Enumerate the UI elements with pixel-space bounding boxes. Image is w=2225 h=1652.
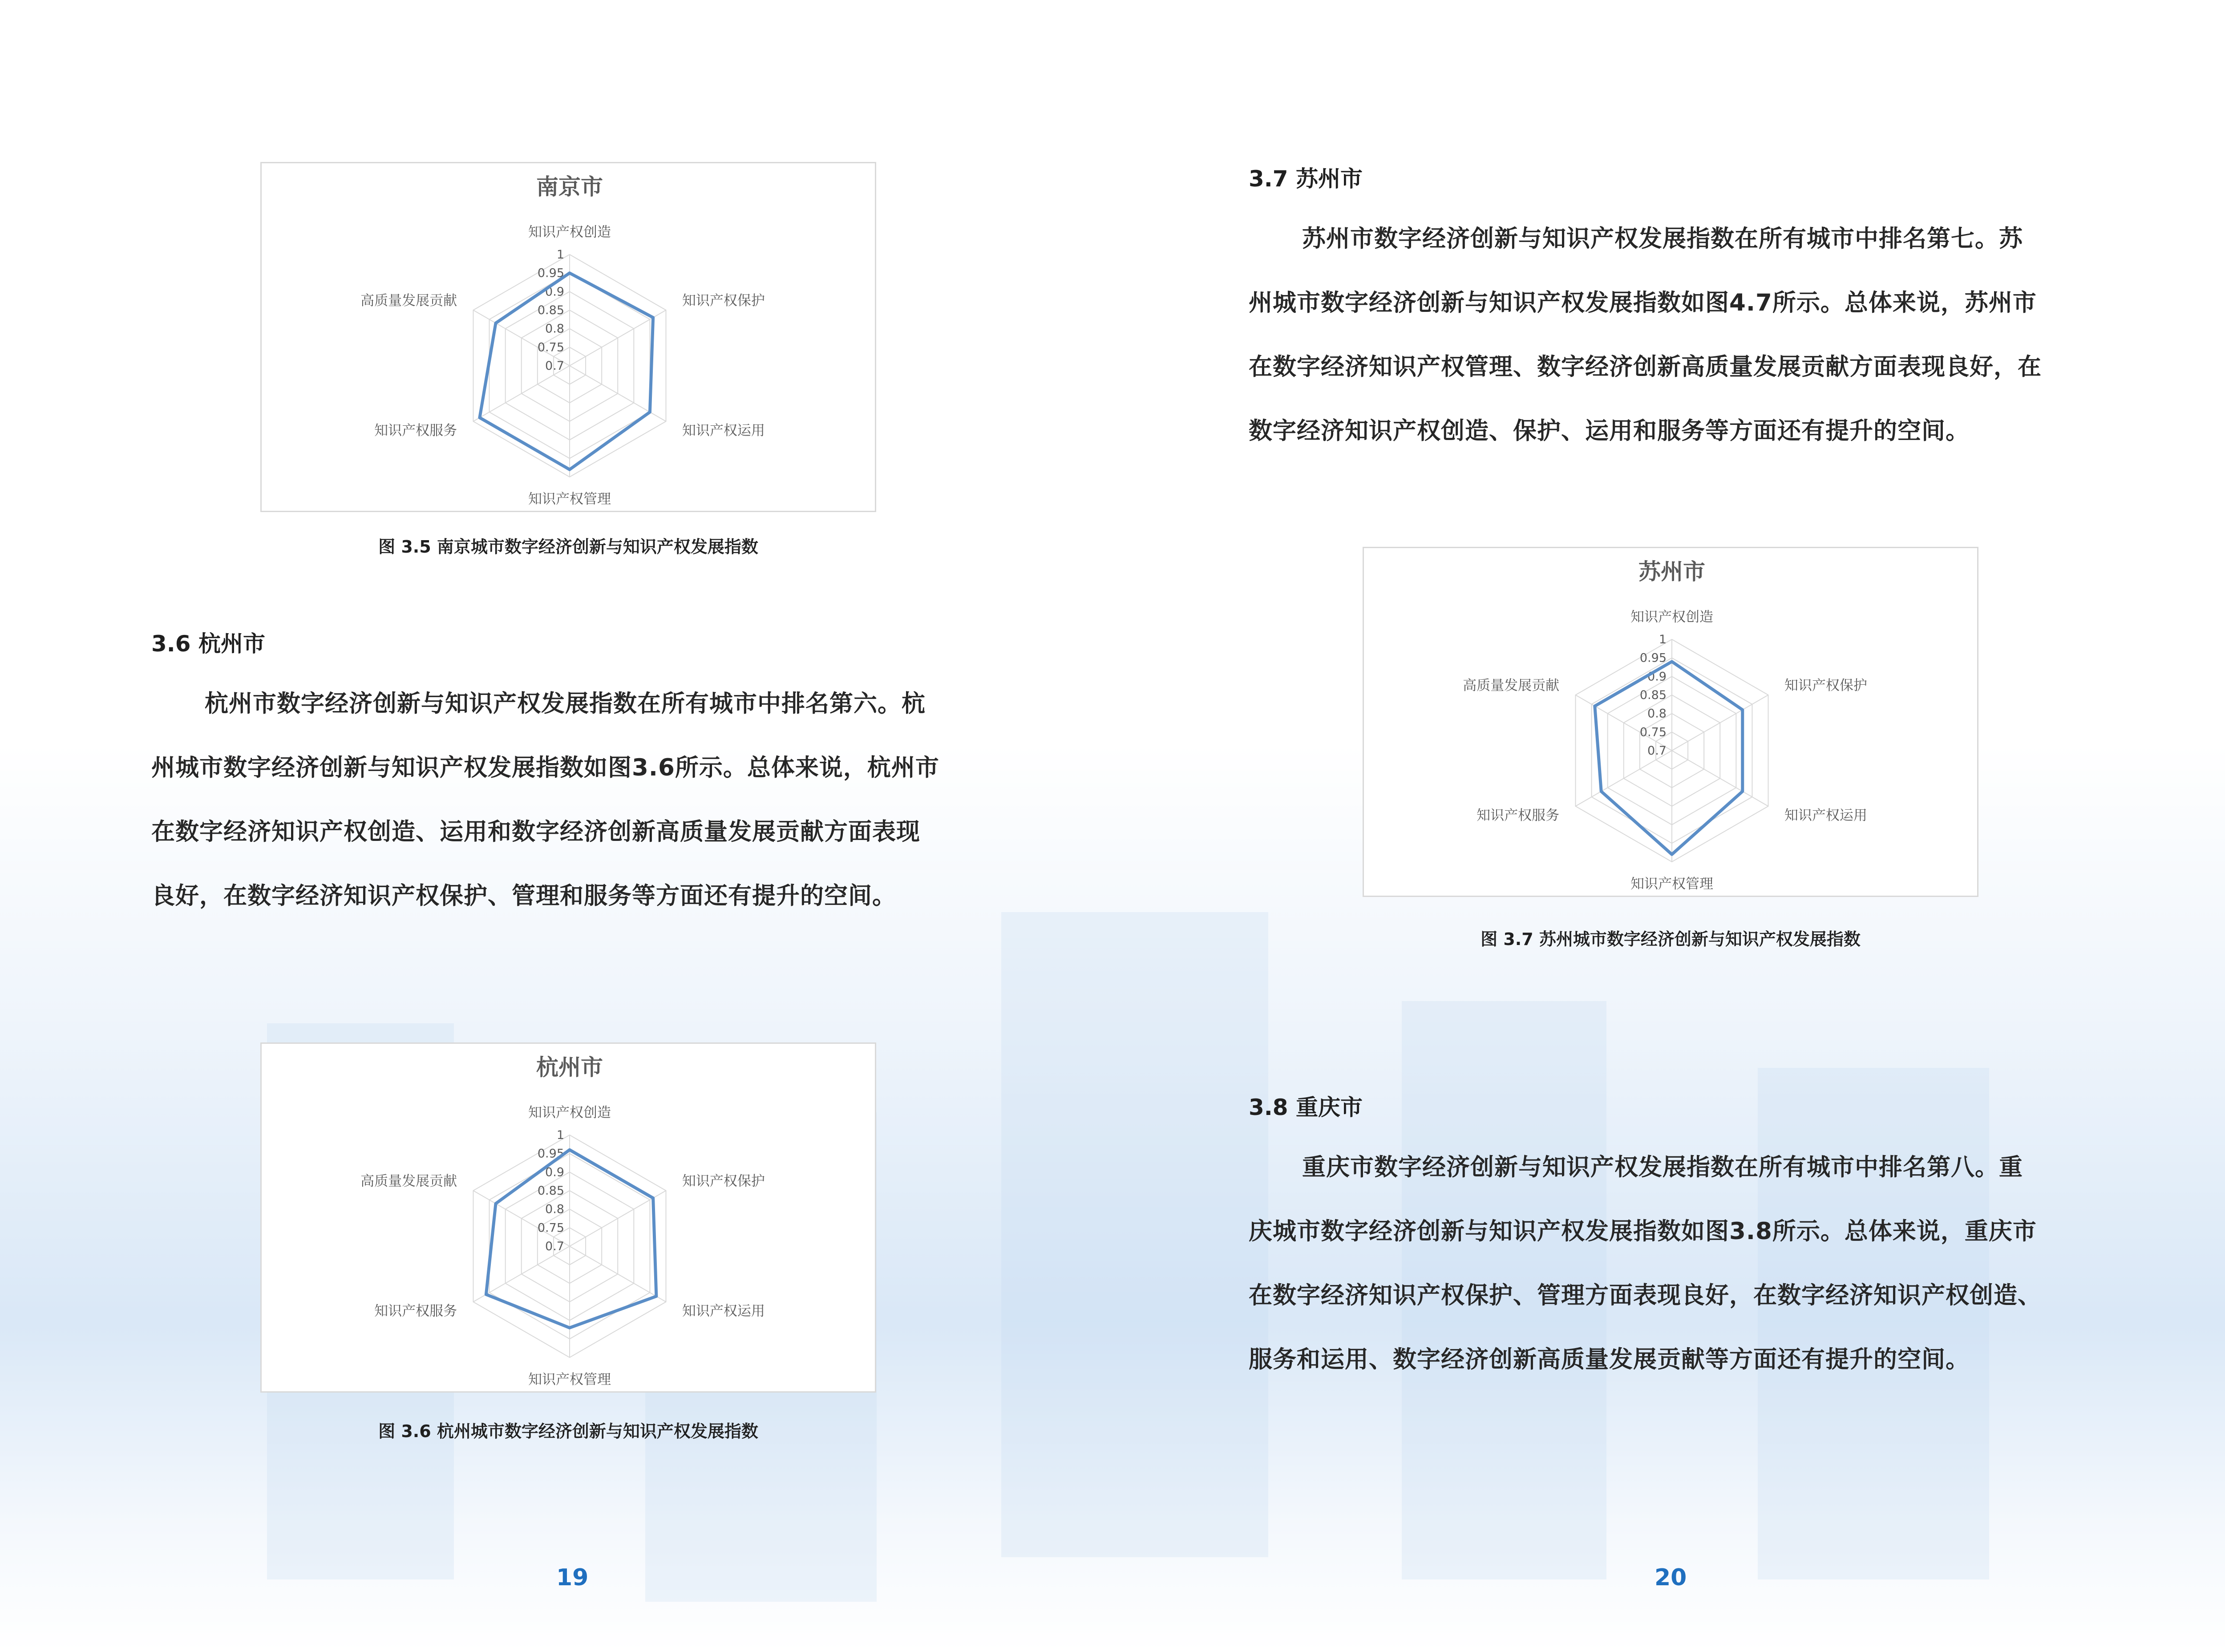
data-point: [495, 1203, 496, 1204]
axis-label: 知识产权服务: [1477, 808, 1560, 824]
tick-label: 0.7: [1647, 744, 1667, 758]
tick-label: 0.95: [1639, 651, 1667, 665]
tick-label: 0.85: [537, 1184, 564, 1198]
section-37-heading: 3.7 苏州市: [1249, 166, 1363, 192]
data-point: [569, 1327, 570, 1328]
tick-label: 0.95: [537, 266, 564, 280]
axis-label: 知识产权运用: [682, 1303, 765, 1319]
data-point: [1601, 791, 1602, 792]
axis-label: 知识产权服务: [374, 1303, 457, 1319]
axis-label: 高质量发展贡献: [360, 293, 457, 309]
section-38-line: 服务和运用、数字经济创新高质量发展贡献等方面还有提升的空间。: [1249, 1346, 1970, 1373]
section-36-paragraph: [151, 672, 997, 928]
tick-label: 0.75: [537, 1221, 564, 1235]
tick-label: 0.8: [545, 322, 564, 336]
chart-title: 苏州市: [1638, 559, 1705, 585]
tick-label: 1: [1659, 633, 1667, 646]
axis-label: 知识产权服务: [374, 423, 457, 439]
data-point: [569, 273, 570, 274]
tick-label: 0.8: [545, 1202, 564, 1216]
axis-label: 知识产权创造: [528, 1105, 611, 1121]
chart-title: 杭州市: [536, 1054, 603, 1080]
section-38-heading: 3.8 重庆市: [1249, 1095, 1363, 1120]
data-point: [653, 317, 654, 318]
chart-title: 南京市: [536, 174, 603, 200]
page-number-20: 20: [1655, 1564, 1687, 1591]
data-point: [1671, 854, 1672, 855]
section-37-line: 苏州市数字经济创新与知识产权发展指数在所有城市中排名第七。苏: [1302, 225, 2023, 252]
axis-label: 知识产权管理: [528, 1372, 611, 1388]
figure-35-caption: 图 3.5 南京城市数字经济创新与知识产权发展指数: [378, 537, 758, 557]
tick-label: 0.85: [537, 303, 564, 317]
tick-label: 0.9: [545, 1165, 564, 1179]
axis-label: 知识产权管理: [1630, 876, 1713, 892]
tick-label: 0.8: [1647, 707, 1667, 721]
data-point: [1742, 709, 1743, 710]
tick-label: 0.75: [537, 340, 564, 355]
data-point: [656, 1296, 657, 1297]
chart-hangzhou: [260, 1042, 876, 1393]
axis-label: 知识产权保护: [1784, 678, 1867, 694]
section-38-paragraph: [1249, 1135, 2094, 1392]
left-page: [0, 0, 1112, 1652]
figure-36-caption: 图 3.6 杭州城市数字经济创新与知识产权发展指数: [378, 1422, 758, 1441]
data-point: [1742, 791, 1743, 792]
tick-label: 0.9: [545, 285, 564, 299]
data-point: [569, 1149, 570, 1150]
axis-label: 高质量发展贡献: [360, 1173, 457, 1189]
axis-label: 知识产权管理: [528, 491, 611, 507]
right-page: [1112, 0, 2225, 1652]
axis-label: 知识产权运用: [1784, 808, 1867, 824]
section-36-line: 杭州市数字经济创新与知识产权发展指数在所有城市中排名第六。杭: [205, 690, 926, 717]
tick-label: 0.95: [537, 1147, 564, 1161]
chart-suzhou: [1363, 547, 1978, 897]
radar-suzhou: [1364, 548, 1980, 898]
data-point: [1671, 661, 1672, 662]
section-36-line: 在数字经济知识产权创造、运用和数字经济创新高质量发展贡献方面表现: [151, 818, 920, 845]
page-number-19: 19: [556, 1564, 589, 1591]
tick-label: 0.9: [1647, 670, 1667, 684]
section-37-line: 数字经济知识产权创造、保护、运用和服务等方面还有提升的空间。: [1249, 417, 1970, 444]
axis-label: 知识产权创造: [1630, 609, 1713, 625]
tick-label: 1: [556, 1128, 564, 1142]
section-37-paragraph: [1249, 207, 2094, 463]
section-37-line: 在数字经济知识产权管理、数字经济创新高质量发展贡献方面表现良好，在: [1249, 353, 2042, 380]
section-36-heading: 3.6 杭州市: [151, 631, 265, 657]
data-point: [569, 469, 570, 470]
data-point: [1594, 706, 1595, 707]
data-point: [479, 417, 480, 418]
section-38-line: 重庆市数字经济创新与知识产权发展指数在所有城市中排名第八。重: [1302, 1154, 2023, 1181]
axis-label: 知识产权保护: [682, 293, 765, 309]
data-point: [653, 1198, 654, 1199]
data-point: [485, 1294, 486, 1295]
figure-37-caption: 图 3.7 苏州城市数字经济创新与知识产权发展指数: [1481, 929, 1861, 949]
chart-nanjing: [260, 162, 876, 512]
tick-label: 0.7: [545, 1240, 564, 1253]
axis-label: 知识产权创造: [528, 224, 611, 240]
axis-label: 知识产权保护: [682, 1173, 765, 1189]
tick-label: 0.75: [1639, 725, 1667, 739]
tick-label: 0.7: [545, 359, 564, 373]
radar-nanjing: [262, 163, 878, 513]
radar-hangzhou: [262, 1044, 878, 1394]
axis-label: 高质量发展贡献: [1463, 678, 1560, 694]
tick-label: 0.85: [1639, 688, 1667, 702]
axis-label: 知识产权运用: [682, 423, 765, 439]
section-36-line: 良好，在数字经济知识产权保护、管理和服务等方面还有提升的空间。: [151, 882, 896, 909]
tick-label: 1: [556, 248, 564, 262]
section-38-line: 在数字经济知识产权保护、管理方面表现良好，在数字经济知识产权创造、: [1249, 1282, 2042, 1309]
section-37-line: 州城市数字经济创新与知识产权发展指数如图4.7所示。总体来说，苏州市: [1249, 289, 2037, 316]
section-38-line: 庆城市数字经济创新与知识产权发展指数如图3.8所示。总体来说，重庆市: [1249, 1218, 2037, 1245]
section-36-line: 州城市数字经济创新与知识产权发展指数如图3.6所示。总体来说，杭州市: [151, 754, 939, 781]
